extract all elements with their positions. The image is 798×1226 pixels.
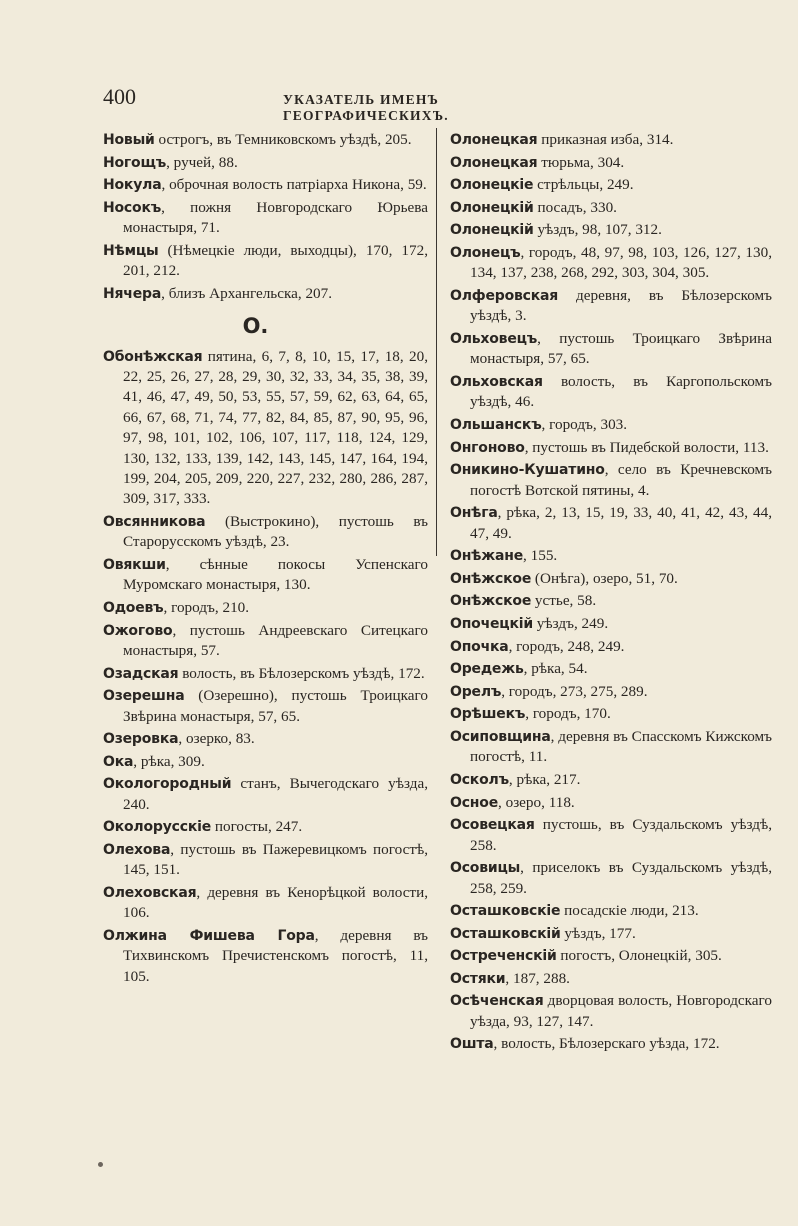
entry-text: , 155. [523,547,558,565]
entry-text: (Озерешно), пустошь Троицкаго Звѣрина монастыря, 57, 65. [123,687,428,725]
entry-text: , пустошь Троицкаго Звѣрина монастыря, 57, 65. [470,329,772,368]
entry-text: , деревня въ Спасскомъ Кижскомъ погостѣ, 11. [470,727,772,766]
index-entry [450,503,772,544]
index-entry [103,686,428,727]
entry-text: , городъ, 48, 97, 98, 103, 126, 127, 130, 134, 137, 238, 268, 292, 303, 304, 305. [470,243,772,282]
entry-text: , озерко, 83. [178,730,255,748]
entry-headword: Олферовская [450,287,559,304]
entry-text: посадъ, 330. [533,198,617,216]
index-entry [450,546,772,566]
entry-headword: Осташковскіе [450,903,561,920]
entry-text: погосты, 247. [211,818,303,836]
index-entry [103,926,428,987]
entry-text: приказная изба, 314. [537,131,674,148]
entry-text: , село въ Кречневскомъ погостѣ Вотской пятины, 4. [470,461,772,499]
entry-text: , деревня въ Тихвинскомъ Пречистенскомъ погостѣ, 11, 105. [123,927,428,985]
index-entry [450,614,772,634]
index-entry [450,591,772,611]
entry-text: уѣздъ, 98, 107, 312. [533,221,662,239]
index-entry [103,774,428,815]
entry-text: деревня, въ Бѣлозерскомъ уѣздѣ, 3. [470,286,772,325]
entry-headword: Олонецкій [450,222,534,239]
entry-text: стрѣльцы, 249. [533,176,634,194]
index-entry [450,682,772,702]
entry-text: пустошь, въ Суздальскомъ уѣздѣ, 258. [470,816,772,854]
entry-headword: Нокула [103,177,162,194]
entry-headword: Околорусскіе [103,819,212,836]
index-entry [450,704,772,724]
entry-text: , рѣка, 2, 13, 15, 19, 33, 40, 41, 42, 43, 44, 47, 49. [470,504,772,542]
entry-text: , рѣка, 54. [523,660,588,678]
index-entry [450,329,772,370]
page-header [103,84,603,123]
entry-headword: Одоевъ [103,600,164,617]
entry-headword: Ока [103,753,134,770]
entry-text: волость, въ Каргопольскомъ уѣздѣ, 46. [470,372,772,411]
entry-headword: Орѣшекъ [450,706,526,723]
index-entry [450,415,772,435]
index-entry [450,198,772,218]
entry-headword: Осколъ [450,771,509,788]
entry-text: (Выстрокино), пустошь въ Старорусскомъ уѣздѣ, 23. [123,513,428,551]
entry-headword: Ошта [450,1036,494,1053]
entry-headword: Остреченскій [450,948,557,965]
entry-text: , рѣка, 309. [133,752,205,770]
entry-text: , озеро, 118. [498,793,575,811]
right-column [450,130,772,1057]
entry-text: станъ, Вычегодскаго уѣзда, 240. [123,775,428,813]
entry-text: , пустошь Андреевскаго Ситецкаго монастыря, 57. [123,621,428,660]
index-entry [103,347,428,510]
entry-headword: Овякши [103,557,166,574]
index-entry [450,1034,772,1054]
entry-text: посадскіе люди, 213. [560,902,699,920]
index-entry [103,664,428,684]
index-entry [450,815,772,856]
index-entry [103,241,428,282]
entry-headword: Озерешна [103,688,185,705]
index-entry [103,752,428,772]
entry-headword: Олонецкая [450,132,538,148]
index-entry [450,770,772,790]
index-entry [450,130,772,150]
entry-text: уѣздъ, 249. [533,614,609,632]
index-entry [103,883,428,924]
entry-headword: Олехова [103,842,171,858]
index-entry [450,858,772,899]
entry-headword: Онѣжане [450,548,524,565]
index-entry [103,621,428,662]
index-entry [103,198,428,239]
entry-headword: Осное [450,794,498,811]
entry-text: волость, въ Бѣлозерскомъ уѣздѣ, 172. [178,664,425,682]
index-entry [103,512,428,553]
entry-text: острогъ, въ Темниковскомъ уѣздѣ, 205. [154,131,412,148]
index-entry [450,569,772,589]
section-letter: О. [242,314,269,339]
index-entry [103,598,428,618]
entry-headword: Онгоново [450,439,525,456]
entry-headword: Ожогово [103,622,173,639]
index-entry [450,969,772,989]
entry-text: устье, 58. [531,592,597,610]
entry-headword: Остяки [450,970,506,987]
entry-text: тюрьма, 304. [537,153,625,171]
entry-text: , городъ, 210. [163,599,250,617]
running-title: УКАЗАТЕЛЬ ИМЕНЪ ГЕОГРАФИЧЕСКИХЪ. [283,92,449,123]
index-entry [450,438,772,458]
entry-headword: Осѣченская [450,993,544,1010]
index-entry [450,460,772,501]
entry-text: , приселокъ въ Суздальскомъ уѣздѣ, 258, 259. [470,859,772,897]
entry-headword: Онѣжское [450,593,532,610]
entry-headword: Ногощъ [103,154,167,171]
index-entry [450,153,772,173]
entry-headword: Ольшанскъ [450,416,542,433]
entry-headword: Олонецкіе [450,177,534,194]
entry-text: , пустошь въ Пидебской волости, 113. [524,438,769,456]
entry-headword: Олеховская [103,885,197,901]
index-entry [450,991,772,1032]
entry-text: , пустошь въ Пажеревицкомъ погостѣ, 145, 151. [123,841,428,879]
index-entry [103,175,428,195]
index-entry [450,175,772,195]
entry-text: , близъ Архангельска, 207. [161,284,333,302]
entry-text: , пожня Новгородскаго Юрьева монастыря, 71. [123,198,428,237]
entry-headword: Орелъ [450,683,502,700]
index-entry [450,637,772,657]
entry-headword: Олжина Фишева Гора [103,928,315,944]
entry-text: погостъ, Олонецкій, 305. [556,947,722,965]
entry-text: , 187, 288. [505,969,570,987]
entry-headword: Обонѣжская [103,348,203,365]
left-entries-after [103,347,428,988]
entry-headword: Окологородный [103,776,232,793]
entry-headword: Ольховская [450,373,543,390]
entry-headword: Носокъ [103,199,162,216]
entry-text: дворцовая волость, Новгородскаго уѣзда, 93, 127, 147. [470,992,772,1030]
entry-headword: Опочка [450,638,509,655]
index-entry [450,946,772,966]
index-entry [103,729,428,749]
entry-headword: Нячера [103,285,162,302]
left-entries-before [103,130,428,304]
index-entry [103,840,428,881]
entry-text: , деревня въ Кенорѣцкой волости, 106. [123,884,428,922]
entry-text: (Онѣга), озеро, 51, 70. [531,569,678,587]
entry-text: , сѣнные покосы Успенскаго Муромскаго монастыря, 130. [123,556,428,594]
index-entry [450,372,772,413]
entry-text: , волость, Бѣлозерскаго уѣзда, 172. [493,1035,720,1053]
entry-text: , городъ, 303. [541,415,628,433]
right-entries [450,130,772,1055]
index-entry [103,817,428,837]
entry-headword: Онѣга [450,505,498,522]
index-entry [450,727,772,768]
column-divider [436,128,437,556]
entry-headword: Овсянникова [103,514,206,531]
entry-headword: Новый [103,132,155,148]
entry-headword: Оникино-Кушатино [450,462,605,479]
index-entry [450,924,772,944]
left-column [103,130,428,989]
entry-headword: Олонецкій [450,199,534,216]
entry-text: , городъ, 273, 275, 289. [501,682,648,700]
entry-text: , ручей, 88. [166,153,238,171]
entry-headword: Олонецкая [450,154,538,171]
index-entry [450,220,772,240]
entry-headword: Осовицы [450,860,521,877]
index-entry [103,153,428,173]
index-entry [450,286,772,327]
entry-text: , рѣка, 217. [508,770,581,788]
entry-headword: Оредежь [450,661,524,678]
index-entry [450,793,772,813]
entry-text: , городъ, 170. [525,705,611,723]
entry-headword: Онѣжское [450,570,532,587]
index-entry [103,555,428,596]
entry-headword: Осиповщина [450,728,551,745]
index-entry [103,284,428,304]
entry-text: , городъ, 248, 249. [508,637,625,655]
entry-headword: Озадская [103,665,179,682]
page-number: 400 [103,84,136,109]
entry-text: , оброчная волость патріарха Никона, 59. [161,176,427,194]
ink-speck [98,1162,103,1167]
entry-headword: Осовецкая [450,817,535,834]
entry-text: (Нѣмецкіе люди, выходцы), 170, 172, 201, 212. [123,241,428,280]
entry-headword: Олонецъ [450,244,521,261]
entry-headword: Осташковскій [450,925,561,942]
index-entry [450,901,772,921]
index-entry [103,130,428,150]
entry-headword: Опочецкій [450,615,533,632]
index-entry [450,659,772,679]
entry-text: пятина, 6, 7, 8, 10, 15, 17, 18, 20, 22, 25, 26, 27, 28, 29, 30, 32, 33, 34, 35, 38, 39, 41, 46, 47, 49, 50, 53, 55, 57, 59, 62, 63, 64, 65, 66, 67, 68, 71, 74, 77, 82, 84, 85, 87, 90, 95, 96, 97, 98, 101, 102, 106, 107, 117, 118, 124, 129, 130, 132, 133, 139, 142, 143, 145, 147, 164, 194, 199, 204, 205, 209, 220, 227, 232, 280, 286, 287, 309, 317, 333. [123,347,428,508]
entry-headword: Озеровка [103,731,179,748]
entry-text: уѣздъ, 177. [560,924,636,942]
entry-headword: Нѣмцы [103,242,159,259]
entry-headword: Ольховецъ [450,330,538,347]
index-entry [450,243,772,284]
